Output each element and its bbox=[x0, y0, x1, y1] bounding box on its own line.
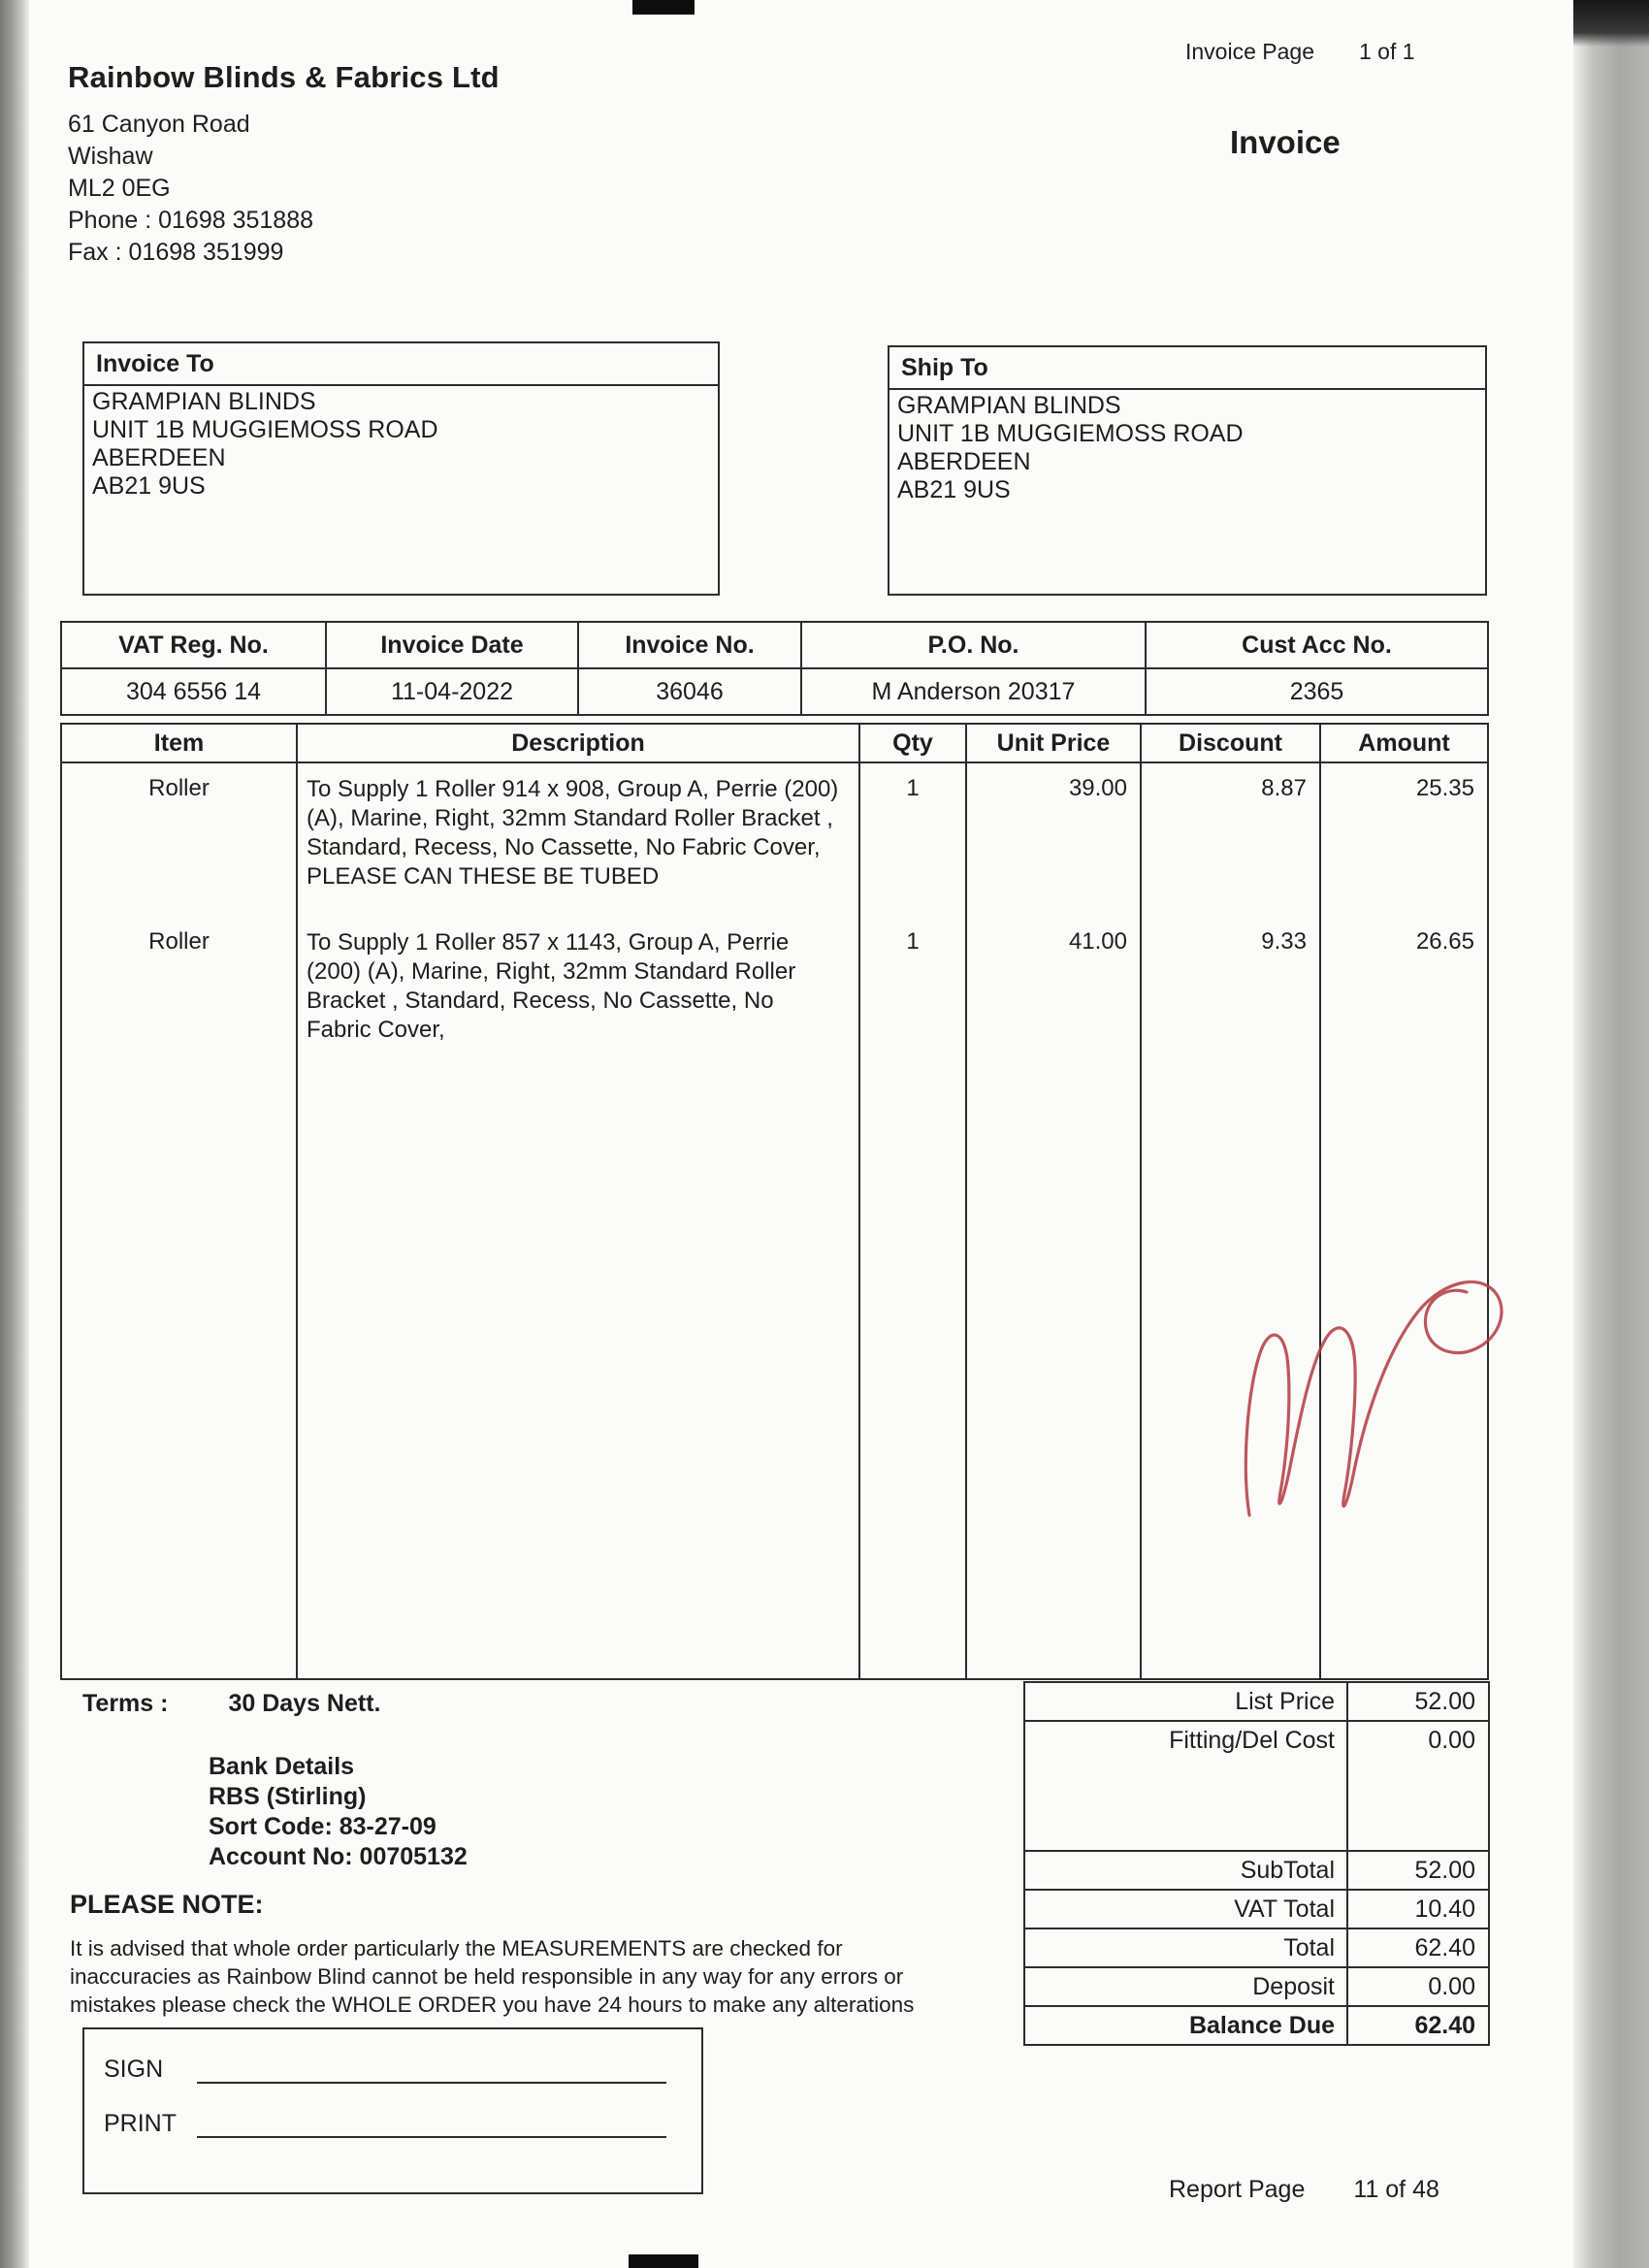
totals-value: 52.00 bbox=[1346, 1683, 1488, 1720]
bank-sort-code: Sort Code: 83-27-09 bbox=[209, 1813, 436, 1840]
meta-value-vat: 304 6556 14 bbox=[62, 669, 327, 714]
invoice-to-line: ABERDEEN bbox=[92, 444, 226, 471]
terms bbox=[82, 1690, 380, 1718]
meta-header-date: Invoice Date bbox=[327, 623, 579, 669]
items-header-unit-price: Unit Price bbox=[967, 725, 1142, 763]
meta-value-date: 11-04-2022 bbox=[327, 669, 579, 714]
ship-to-label: Ship To bbox=[889, 347, 1485, 390]
invoice-to-box bbox=[82, 341, 720, 596]
sign-row bbox=[104, 2053, 701, 2084]
totals-label: SubTotal bbox=[1240, 1857, 1335, 1884]
totals-row-subtotal bbox=[1023, 1852, 1490, 1891]
scan-edge-right bbox=[1573, 0, 1649, 2268]
totals-row-balance-due bbox=[1023, 2007, 1490, 2046]
items-header-qty: Qty bbox=[860, 725, 967, 763]
invoice-page-value: 1 of 1 bbox=[1358, 39, 1415, 64]
item-cell-discount: 8.87 bbox=[1142, 763, 1321, 917]
meta-value-invoice-no: 36046 bbox=[579, 669, 802, 714]
print-label: PRINT bbox=[104, 2110, 177, 2137]
invoice-to-line: UNIT 1B MUGGIEMOSS ROAD bbox=[92, 416, 438, 443]
items-filler-col bbox=[967, 1070, 1142, 1678]
invoice-to-line: GRAMPIAN BLINDS bbox=[92, 388, 316, 415]
bank-details-title: Bank Details bbox=[209, 1753, 355, 1780]
totals-row-list-price bbox=[1023, 1683, 1490, 1722]
sign-line bbox=[197, 2053, 666, 2084]
items-filler-col bbox=[860, 1070, 967, 1678]
items-filler-col bbox=[1321, 1070, 1487, 1678]
print-line bbox=[197, 2107, 666, 2138]
ship-to-line: ABERDEEN bbox=[897, 448, 1031, 475]
report-page-label: Report Page bbox=[1169, 2176, 1306, 2203]
terms-label: Terms : bbox=[82, 1690, 169, 1717]
report-page-value: 11 of 48 bbox=[1353, 2176, 1439, 2203]
invoice-to-label: Invoice To bbox=[84, 343, 718, 386]
scan-edge-left bbox=[0, 0, 29, 2268]
meta-value-po: M Anderson 20317 bbox=[802, 669, 1147, 714]
totals-value: 10.40 bbox=[1346, 1891, 1488, 1928]
totals-label: Deposit bbox=[1252, 1973, 1335, 2000]
terms-value: 30 Days Nett. bbox=[228, 1690, 381, 1717]
meta-header-cust-acc: Cust Acc No. bbox=[1147, 623, 1487, 669]
line-items-table bbox=[60, 723, 1489, 1680]
invoice-to-line: AB21 9US bbox=[92, 472, 206, 500]
company-name: Rainbow Blinds & Fabrics Ltd bbox=[68, 60, 500, 94]
print-row bbox=[104, 2107, 701, 2138]
document-title: Invoice bbox=[1230, 124, 1341, 160]
item-cell-item: Roller bbox=[62, 763, 298, 917]
company-fax: Fax : 01698 351999 bbox=[68, 239, 284, 266]
item-cell-qty: 1 bbox=[860, 763, 967, 917]
company-phone: Phone : 01698 351888 bbox=[68, 207, 314, 234]
totals-value: 0.00 bbox=[1346, 1722, 1488, 1850]
ship-to-line: AB21 9US bbox=[897, 476, 1011, 503]
invoice-to-address bbox=[84, 386, 718, 502]
bank-name: RBS (Stirling) bbox=[209, 1783, 367, 1810]
ship-to-line: UNIT 1B MUGGIEMOSS ROAD bbox=[897, 420, 1244, 447]
item-cell-qty: 1 bbox=[860, 917, 967, 1070]
report-page-indicator bbox=[1169, 2176, 1439, 2204]
totals-label: Fitting/Del Cost bbox=[1169, 1727, 1335, 1754]
scan-artifact-top-bar bbox=[632, 0, 695, 15]
please-note-title: PLEASE NOTE: bbox=[70, 1890, 264, 1919]
totals-value: 62.40 bbox=[1346, 1929, 1488, 1966]
items-header-item: Item bbox=[62, 725, 298, 763]
please-note-body: It is advised that whole order particularly the MEASUREMENTS are checked for inaccuracies as Rainbow Blind cannot be held responsible in any way for any errors or mistakes please check the WHOLE ORDER you have 24 hours to make any alterations bbox=[70, 1936, 915, 2017]
invoice-meta-table bbox=[60, 621, 1489, 716]
totals-table bbox=[1023, 1681, 1490, 2046]
scan-artifact-top-right bbox=[1573, 0, 1649, 47]
items-filler-col bbox=[62, 1070, 298, 1678]
totals-row-vat bbox=[1023, 1891, 1490, 1929]
items-filler-col bbox=[1142, 1070, 1321, 1678]
invoice-page-label: Invoice Page bbox=[1185, 39, 1314, 64]
company-address bbox=[68, 109, 313, 269]
totals-value: 62.40 bbox=[1346, 2007, 1488, 2044]
meta-value-cust-acc: 2365 bbox=[1289, 678, 1344, 705]
items-filler-col bbox=[298, 1070, 860, 1678]
ship-to-box bbox=[888, 345, 1487, 596]
items-header-description: Description bbox=[298, 725, 860, 763]
totals-label: List Price bbox=[1235, 1688, 1335, 1715]
item-cell-amount: 25.35 bbox=[1415, 775, 1474, 801]
totals-value: 0.00 bbox=[1346, 1968, 1488, 2005]
meta-header-po: P.O. No. bbox=[802, 623, 1147, 669]
totals-label: VAT Total bbox=[1234, 1895, 1335, 1923]
meta-header-vat: VAT Reg. No. bbox=[62, 623, 327, 669]
bank-details bbox=[209, 1752, 468, 1872]
item-cell-amount: 26.65 bbox=[1415, 928, 1474, 955]
totals-row-deposit bbox=[1023, 1968, 1490, 2007]
item-cell-discount: 9.33 bbox=[1142, 917, 1321, 1070]
meta-header-invoice-no: Invoice No. bbox=[579, 623, 802, 669]
sign-label: SIGN bbox=[104, 2056, 164, 2083]
ship-to-line: GRAMPIAN BLINDS bbox=[897, 392, 1121, 419]
signature-box bbox=[82, 2027, 703, 2194]
totals-value: 52.00 bbox=[1346, 1852, 1488, 1889]
invoice-page-indicator bbox=[1185, 39, 1415, 65]
items-header-discount: Discount bbox=[1142, 725, 1321, 763]
totals-label: Total bbox=[1283, 1934, 1335, 1961]
item-cell-description: To Supply 1 Roller 857 x 1143, Group A, Perrie (200) (A), Marine, Right, 32mm Standard Roller Bracket , Standard, Recess, No Cassette, No Fabric Cover, bbox=[298, 917, 860, 1070]
scan-artifact-bottom-bar bbox=[629, 2254, 698, 2268]
item-cell-item: Roller bbox=[62, 917, 298, 1070]
company-address-line: Wishaw bbox=[68, 143, 153, 170]
item-cell-unit-price: 39.00 bbox=[967, 763, 1142, 917]
company-address-line: ML2 0EG bbox=[68, 175, 171, 202]
totals-row-fitting bbox=[1023, 1722, 1490, 1852]
ship-to-address bbox=[889, 390, 1485, 506]
totals-row-total bbox=[1023, 1929, 1490, 1968]
item-cell-unit-price: 41.00 bbox=[967, 917, 1142, 1070]
totals-label: Balance Due bbox=[1188, 2012, 1335, 2039]
bank-account-no: Account No: 00705132 bbox=[209, 1843, 468, 1870]
items-header-amount: Amount bbox=[1321, 725, 1487, 763]
item-cell-description: To Supply 1 Roller 914 x 908, Group A, Perrie (200) (A), Marine, Right, 32mm Standard Roller Bracket , Standard, Recess, No Cassette, No Fabric Cover, PLEASE CAN THESE BE TUBED bbox=[298, 763, 860, 917]
company-address-line: 61 Canyon Road bbox=[68, 111, 250, 138]
